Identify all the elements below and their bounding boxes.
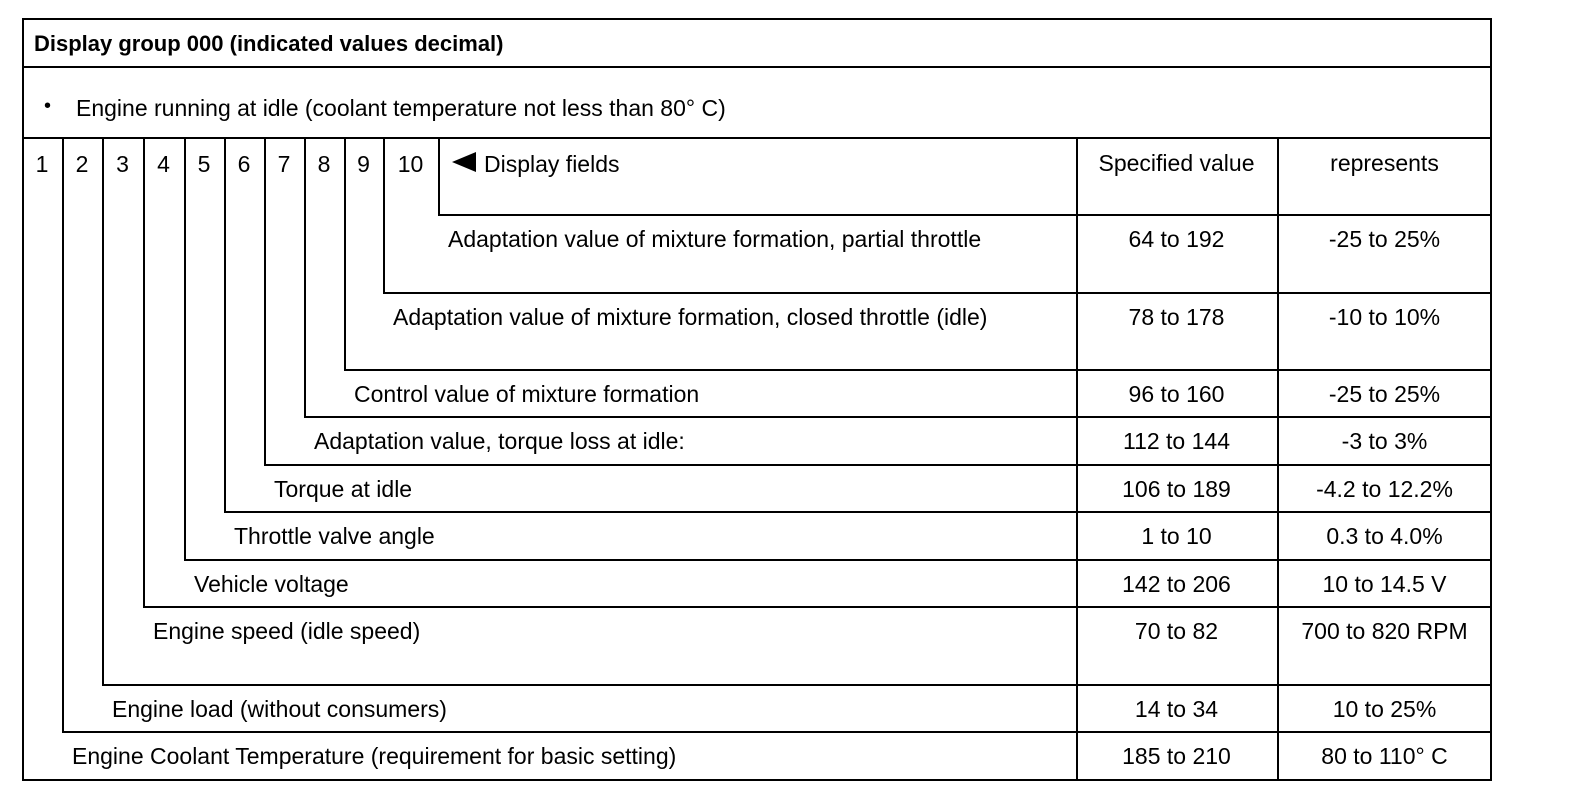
row-description-8: Control value of mixture formation (354, 381, 700, 407)
field-column-divider-1 (62, 137, 64, 731)
pointer-left-icon (452, 152, 476, 172)
field-column-divider-4 (184, 137, 186, 559)
condition-divider (22, 137, 1492, 139)
field-column-divider-2 (102, 137, 104, 684)
table-border-left (22, 18, 24, 781)
field-number-6: 6 (237, 151, 251, 177)
row-specified-10: 64 to 192 (1128, 226, 1225, 252)
row-divider-field-8 (344, 369, 1492, 371)
field-number-8: 8 (317, 151, 331, 177)
row-divider-field-7 (304, 416, 1492, 418)
row-specified-5: 1 to 10 (1141, 523, 1212, 549)
field-column-divider-3 (143, 137, 145, 606)
row-represents-7: -3 to 3% (1341, 428, 1428, 454)
row-represents-1: 80 to 110° C (1321, 743, 1448, 769)
row-description-7: Adaptation value, torque loss at idle: (314, 428, 685, 454)
table-border-right (1490, 18, 1492, 781)
row-specified-4: 142 to 206 (1122, 571, 1231, 597)
row-represents-5: 0.3 to 4.0% (1326, 523, 1443, 549)
table-title: Display group 000 (indicated values decimal) (34, 31, 504, 56)
field-column-divider-7 (304, 137, 306, 416)
row-represents-10: -25 to 25% (1328, 226, 1441, 252)
field-number-1: 1 (35, 151, 49, 177)
row-represents-4: 10 to 14.5 V (1322, 571, 1447, 597)
row-description-4: Vehicle voltage (194, 571, 349, 597)
row-divider-field-1 (62, 731, 1492, 733)
field-number-3: 3 (116, 151, 129, 177)
row-description-6: Torque at idle (274, 476, 413, 502)
row-description-1: Engine Coolant Temperature (requirement for basic setting) (72, 743, 677, 769)
row-description-5: Throttle valve angle (234, 523, 435, 549)
row-divider-field-4 (184, 559, 1492, 561)
row-specified-6: 106 to 189 (1122, 476, 1231, 502)
field-number-7: 7 (277, 151, 291, 177)
field-number-2: 2 (75, 151, 89, 177)
row-specified-1: 185 to 210 (1122, 743, 1231, 769)
row-specified-8: 96 to 160 (1128, 381, 1225, 407)
row-description-2: Engine load (without consumers) (112, 696, 447, 722)
field-column-divider-6 (264, 137, 266, 464)
row-description-3: Engine speed (idle speed) (153, 618, 421, 644)
represents-header: represents (1330, 150, 1439, 176)
row-divider-field-3 (143, 606, 1492, 608)
row-specified-3: 70 to 82 (1134, 618, 1219, 644)
row-specified-2: 14 to 34 (1134, 696, 1219, 722)
table-border-bottom (22, 779, 1492, 781)
row-divider-field-9 (383, 292, 1492, 294)
row-divider-field-6 (264, 464, 1492, 466)
field-number-5: 5 (197, 151, 211, 177)
row-represents-6: -4.2 to 12.2% (1316, 476, 1453, 502)
row-divider-field-5 (224, 511, 1492, 513)
field-number-4: 4 (157, 151, 170, 177)
row-represents-3: 700 to 820 RPM (1301, 618, 1468, 644)
row-specified-9: 78 to 178 (1128, 304, 1225, 330)
specified-value-header: Specified value (1098, 150, 1255, 176)
row-description-9: Adaptation value of mixture formation, closed throttle (idle) (393, 304, 988, 330)
condition-bullet: • (44, 95, 52, 117)
table-border-top (22, 18, 1492, 20)
row-divider-field-2 (102, 684, 1492, 686)
field-column-divider-5 (224, 137, 226, 511)
row-represents-8: -25 to 25% (1328, 381, 1441, 407)
field-number-10: 10 (397, 151, 424, 177)
row-specified-7: 112 to 144 (1122, 428, 1230, 454)
display-fields-label: Display fields (484, 151, 620, 177)
row-divider-field-10 (438, 214, 1492, 216)
row-represents-9: -10 to 10% (1328, 304, 1441, 330)
condition-text: Engine running at idle (coolant temperature not less than 80° C) (76, 95, 726, 121)
row-description-10: Adaptation value of mixture formation, partial throttle (448, 226, 982, 252)
field-number-9: 9 (357, 151, 370, 177)
field-column-divider-10 (438, 137, 440, 214)
title-divider (22, 66, 1492, 68)
row-represents-2: 10 to 25% (1332, 696, 1437, 722)
